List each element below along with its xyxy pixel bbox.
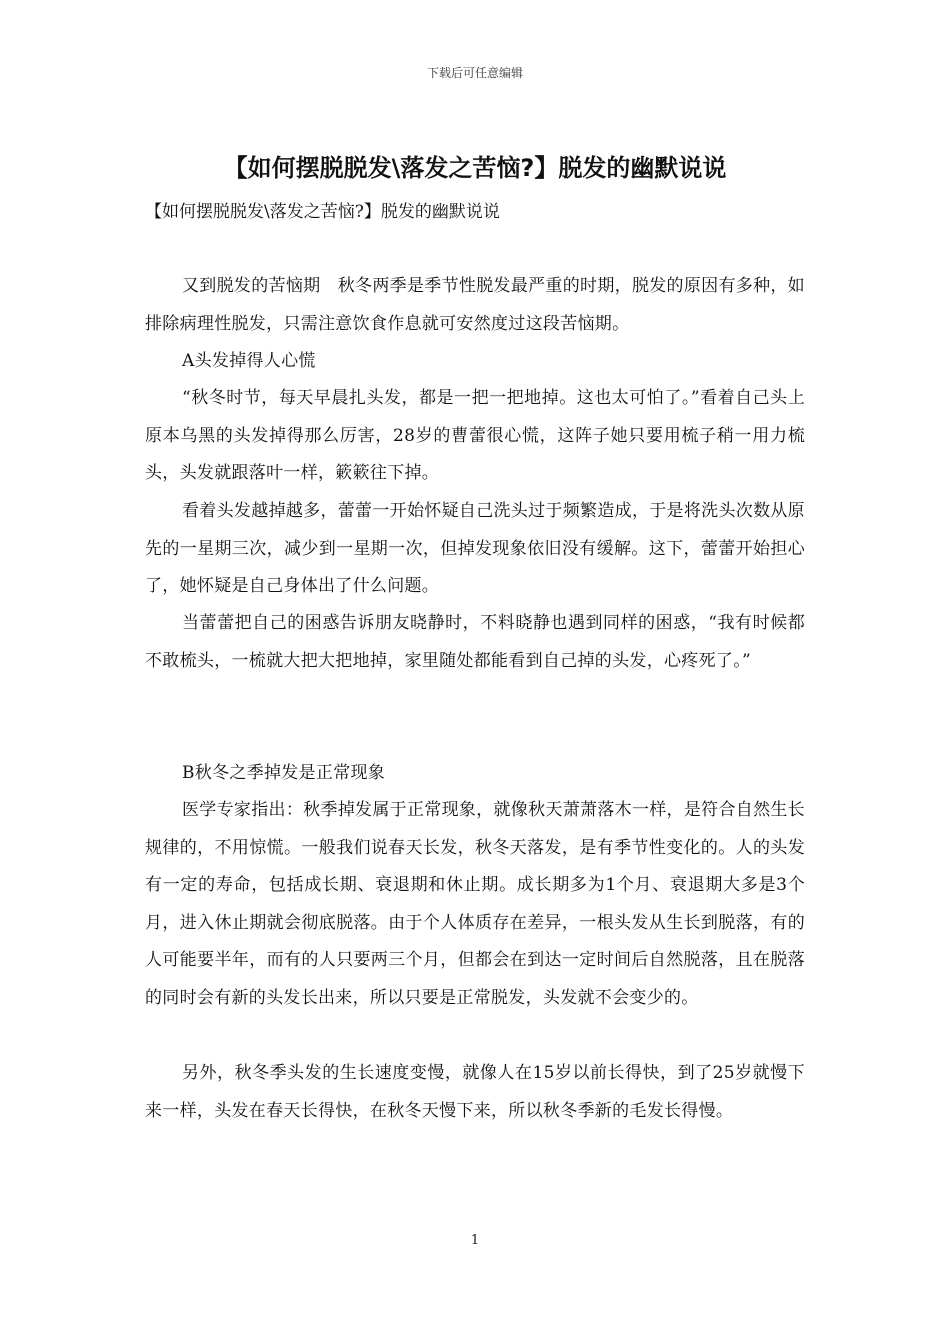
paragraph-growth: 另外，秋冬季头发的生长速度变慢，就像人在15岁以前长得快，到了25岁就慢下来一样，头发在春天长得快，在秋冬天慢下来，所以秋冬季新的毛发长得慢。 — [145, 1063, 805, 1121]
paragraph-expert: 医学专家指出：秋季掉发属于正常现象，就像秋天萧萧落木一样，是符合自然生长规律的，不用惊慌。一般我们说春天长发，秋冬天落发，是有季节性变化的。人的头发有一定的寿命，包括成长期、衰退期和休止期。成长期多为1个月、衰退期大多是3个月，进入休止期就会彻底脱落。由于个人体质存在差异，一根头发从生长到脱落，有的人可能要半年，而有的人只要两三个月，但都会在到达一定时间后自然脱落，且在脱落的同时会有新的头发长出来，所以只要是正常脱发，头发就不会变少的。 — [145, 800, 805, 1008]
paragraph-quote: “秋冬时节，每天早晨扎头发，都是一把一把地掉。这也太可怕了。”看着自己头上原本乌黑的头发掉得那么厉害，28岁的曹蕾很心慌，这阵子她只要用梳子稍一用力梳头，头发就跟落叶一样，簌簌往下掉。 — [145, 388, 805, 483]
section-heading-a: A头发掉得人心慌 — [182, 351, 316, 371]
header-note: 下载后可任意编辑 — [426, 66, 523, 80]
document-title: 【如何摆脱脱发\落发之苦恼?】脱发的幽默说说 — [223, 154, 727, 182]
paragraph-friend: 当蕾蕾把自己的困惑告诉朋友晓静时，不料晓静也遇到同样的困惑，“我有时候都不敢梳头，一梳就大把大把地掉，家里随处都能看到自己掉的头发，心疼死了。” — [145, 613, 805, 671]
page-number: 1 — [470, 1233, 480, 1248]
paragraph-intro: 又到脱发的苦恼期 秋冬两季是季节性脱发最严重的时期，脱发的原因有多种，如排除病理性脱发，只需注意饮食作息就可安然度过这段苦恼期。 — [145, 276, 805, 334]
paragraph-worry: 看着头发越掉越多，蕾蕾一开始怀疑自己洗头过于频繁造成，于是将洗头次数从原先的一星期三次，减少到一星期一次，但掉发现象依旧没有缓解。这下，蕾蕾开始担心了，她怀疑是自己身体出了什么问题。 — [145, 501, 805, 596]
section-heading-b: B秋冬之季掉发是正常现象 — [182, 763, 386, 783]
document-subtitle: 【如何摆脱脱发\落发之苦恼?】脱发的幽默说说 — [145, 202, 500, 222]
